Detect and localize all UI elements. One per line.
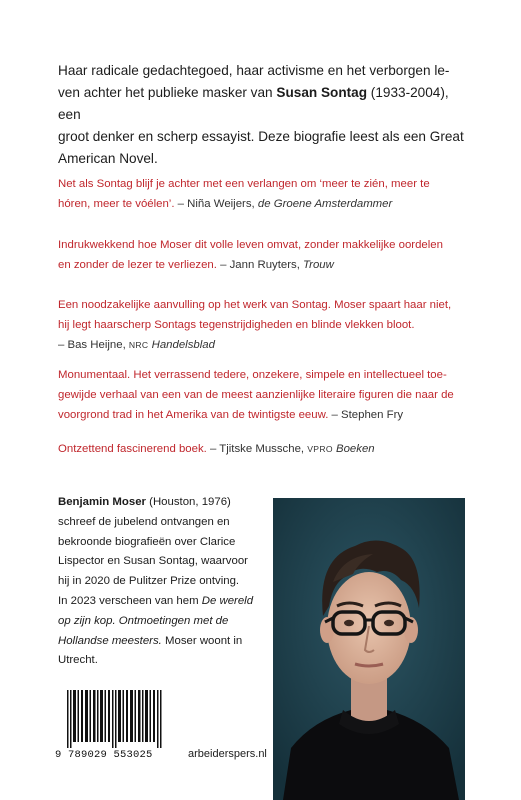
quote-attribution: – Stephen Fry bbox=[328, 408, 404, 421]
author-bio bbox=[58, 493, 268, 671]
quote-text: Indrukwekkend hoe Moser dit volle leven omvat, zonder makkelijke oordelen bbox=[58, 239, 443, 251]
quote-line bbox=[58, 336, 474, 356]
quote-attribution: – Tjitske Mussche, bbox=[206, 443, 308, 455]
quote-text: Ontzettend fascinerend boek. bbox=[58, 443, 207, 455]
bio-line: hij in 2020 de Pulitzer Prize ontving. bbox=[58, 575, 240, 588]
book-title: op zijn kop. Ontmoetingen met de bbox=[58, 614, 229, 627]
quote-attribution: – Jann Ruyters, bbox=[216, 258, 304, 271]
bio-line: Utrecht. bbox=[58, 654, 98, 667]
quote-attribution: – Niña Weijers, bbox=[174, 197, 258, 210]
isbn-number: 9 789029 553025 bbox=[55, 749, 153, 761]
quote-text: hóren, meer te vóélen’. bbox=[58, 197, 175, 210]
quote-source: de Groene Amsterdammer bbox=[257, 197, 393, 210]
review-quote bbox=[58, 175, 474, 215]
quote-text: en zonder de lezer te verliezen. bbox=[58, 258, 217, 271]
bio-line bbox=[58, 612, 268, 632]
quote-source-smallcaps: VPRO bbox=[307, 444, 333, 454]
quote-text: Monumentaal. Het verrassend tedere, onzekere, simpele en intellectueel toe- bbox=[58, 369, 447, 381]
bio-text: In 2023 verscheen van hem bbox=[58, 594, 202, 607]
quote-line bbox=[58, 256, 474, 276]
quote-line bbox=[58, 406, 474, 426]
intro-line: American Novel. bbox=[58, 151, 158, 166]
review-quote bbox=[58, 440, 474, 460]
intro-line bbox=[58, 82, 468, 126]
review-quote bbox=[58, 366, 474, 425]
portrait-illustration bbox=[273, 498, 465, 800]
intro-paragraph bbox=[58, 60, 468, 170]
author-photo bbox=[273, 498, 465, 800]
intro-line: groot denker en scherp essayist. Deze biografie leest als een Great bbox=[58, 129, 464, 144]
quote-source: Trouw bbox=[303, 258, 334, 271]
subject-name: Susan Sontag bbox=[276, 85, 368, 100]
quote-source: Handelsblad bbox=[148, 338, 215, 351]
quote-text: voorgrond trad in het Amerika van de twintigste eeuw. bbox=[58, 408, 329, 421]
quote-text: Een noodzakelijke aanvulling op het werk van Sontag. Moser spaart haar niet, bbox=[58, 299, 452, 311]
isbn-barcode bbox=[55, 690, 165, 770]
quote-attribution: – Bas Heijne, bbox=[58, 338, 129, 351]
book-title: Hollandse meesters. bbox=[58, 634, 162, 647]
author-name: Benjamin Moser bbox=[58, 496, 146, 508]
quote-line bbox=[58, 195, 474, 215]
quote-source-smallcaps: NRC bbox=[128, 339, 149, 350]
quote-line bbox=[58, 440, 474, 460]
publisher-url[interactable]: arbeiderspers.nl bbox=[188, 748, 267, 760]
bio-line bbox=[58, 632, 268, 652]
review-quote bbox=[58, 296, 474, 355]
bio-text: (Houston, 1976) bbox=[145, 496, 231, 508]
bio-text: Moser woont in bbox=[161, 634, 243, 647]
bio-line bbox=[58, 592, 268, 612]
review-quote bbox=[58, 236, 474, 276]
quote-text: gewijde verhaal van een van de meest aanzienlijke literaire figuren die naar de bbox=[58, 388, 454, 401]
book-title: De wereld bbox=[201, 594, 254, 607]
quote-text: hij legt haarscherp Sontags tegenstrijdigheden en blinde vlekken bloot. bbox=[58, 318, 415, 331]
quote-source: Boeken bbox=[332, 443, 375, 455]
bio-line bbox=[58, 493, 268, 513]
bio-line: bekroonde biografieën over Clarice bbox=[58, 535, 236, 548]
intro-text: ven achter het publieke masker van bbox=[58, 85, 277, 100]
bio-line: Lispector en Susan Sontag, waarvoor bbox=[58, 555, 248, 568]
intro-text: (1933-2004), een bbox=[58, 85, 449, 122]
intro-line: Haar radicale gedachtegoed, haar activisme en het verborgen le- bbox=[58, 63, 450, 78]
bio-line: schreef de jubelend ontvangen en bbox=[58, 515, 230, 528]
barcode-graphic bbox=[67, 690, 163, 748]
quote-text: Net als Sontag blijf je achter met een verlangen om ‘meer te zién, meer te bbox=[58, 178, 430, 190]
